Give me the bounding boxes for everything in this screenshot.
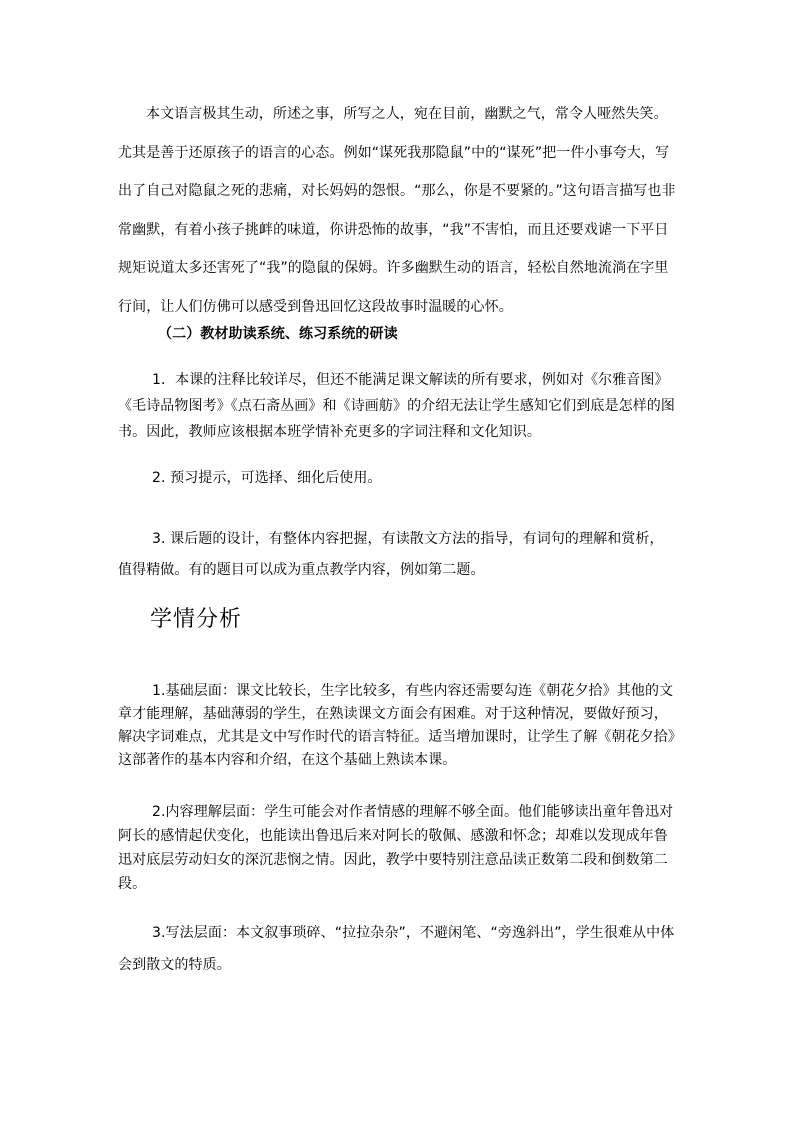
study-point-1: 1．本课的注释比较详尽，但还不能满足课文解读的所有要求，例如对《尔雅音图》《毛诗品物图考》《点石斋丛画》和《诗画舫》的介绍无法让学生感知它们到底是怎样的图书。因此，教师应该根据本班学情补充更多的字词注释和文化知识。 (118, 372, 675, 440)
analysis-point-1: 1.基础层面：课文比较长，生字比较多，有些内容还需要勾连《朝花夕拾》其他的文章才能理解，基础薄弱的学生，在熟读课文方面会有困难。对于这种情况，要做好预习，解决字词难点，尤其是文中写作时代的语言特征。适当增加课时，让学生了解《朝花夕拾》这部著作的基本内容和介绍，在这个基础上熟读本课。 (118, 683, 675, 768)
analysis-point-2: 2.内容理解层面：学生可能会对作者情感的理解不够全面。他们能够读出童年鲁迅对阿长的感情起伏变化，也能读出鲁迅后来对阿长的敬佩、感激和怀念；却难以发现成年鲁迅对底层劳动妇女的深沉悲悯之情。因此，教学中要特别注意品读正数第二段和倒数第二段。 (118, 804, 674, 892)
study-point-2: 2. 预习提示，可选择、细化后使用。 (152, 470, 382, 486)
analysis-point-3: 3.写法层面：本文叙事琐碎、“拉拉杂杂”，不避闲笔、“旁逸斜出”，学生很难从中体会到散文的特质。 (118, 925, 675, 973)
intro-paragraph: 本文语言极其生动，所述之事，所写之人，宛在目前，幽默之气，常令人哑然失笑。尤其是善于还原孩子的语言的心态。例如“谋死我那隐鼠”中的“谋死”把一件小事夸大，写出了自己对隐鼠之死的悲痛，对长妈妈的怨恨。“那么，你是不要紧的。”这句语言描写也非常幽默，有着小孩子挑衅的味道，你讲恐怖的故事，“我”不害怕，而且还要戏谑一下平日规矩说道太多还害死了“我”的隐鼠的保姆。许多幽默生动的语言，轻松自然地流淌在字里行间，让人们仿佛可以感受到鲁迅回忆这段故事时温暖的心怀。 (118, 106, 676, 315)
subheading: （二）教材助读系统、练习系统的研读 (158, 326, 398, 342)
study-point-3: 3. 课后题的设计，有整体内容把握，有读散文方法的指导，有词句的理解和赏析，值得精做。有的题目可以成为重点教学内容，例如第二题。 (118, 531, 664, 578)
section-title: 学情分析 (150, 607, 243, 632)
